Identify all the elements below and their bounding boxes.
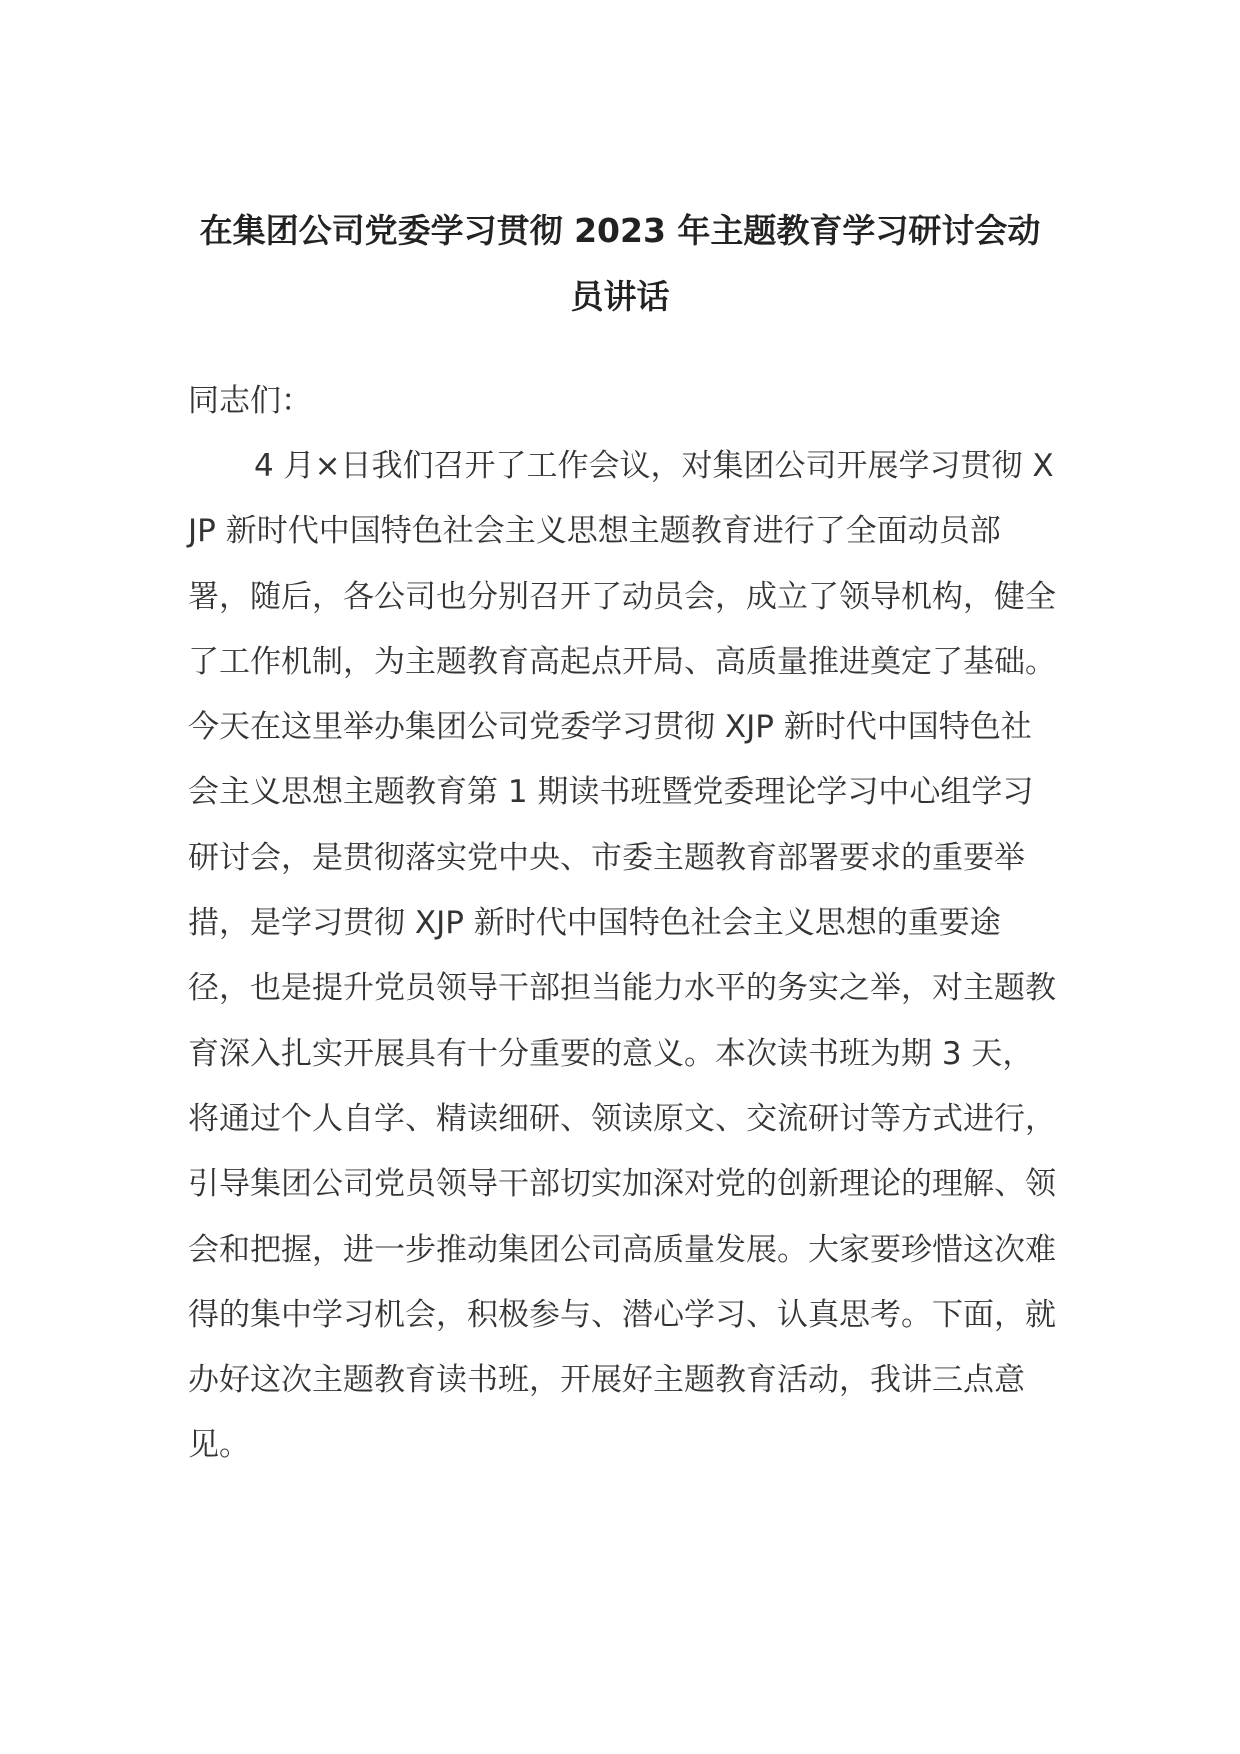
body-paragraph: 4 月×日我们召开了工作会议，对集团公司开展学习贯彻 XJP 新时代中国特色社会主义思想主题教育进行了全面动员部署，随后，各公司也分别召开了动员会，成立了领导机构，健全了工作机制，为主题教育高起点开局、高质量推进奠定了基础。今天在这里举办集团公司党委学习贯彻 XJP 新时代中国特色社会主义思想主题教育第 1 期读书班暨党委理论学习中心组学习研讨会，是贯彻落实党中央、市委主题教育部署要求的重要举措，是学习贯彻 XJP 新时代中国特色社会主义思想的重要途径，也是提升党员领导干部担当能力水平的务实之举，对主题教育深入扎实开展具有十分重要的意义。本次读书班为期 3 天，将通过个人自学、精读细研、领读原文、交流研讨等方式进行，引导集团公司党员领导干部切实加深对党的创新理论的理解、领会和把握，进一步推动集团公司高质量发展。大家要珍惜这次难得的集中学习机会，积极参与、潜心学习、认真思考。下面，就办好这次主题教育读书班，开展好主题教育活动，我讲三点意见。 bbox=[188, 448, 1056, 1464]
salutation: 同志们： bbox=[188, 383, 312, 419]
document-title: 在集团公司党委学习贯彻 2023 年主题教育学习研讨会动员讲话 bbox=[199, 211, 1041, 316]
